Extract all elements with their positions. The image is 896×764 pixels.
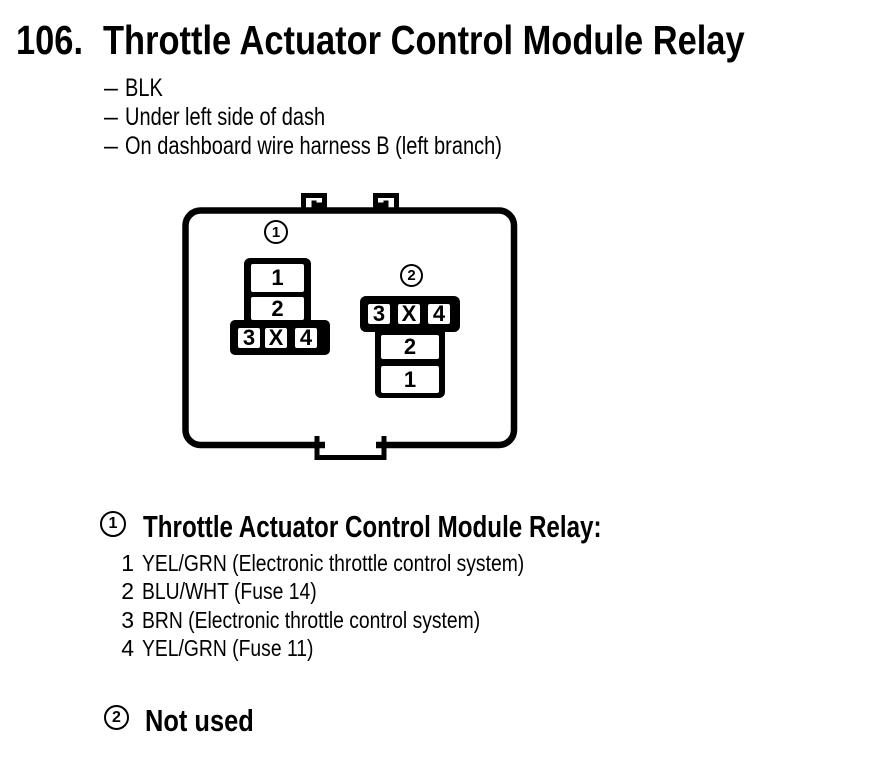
pin-number: 1 (121, 550, 134, 576)
legend-callout-1-number: 1 (108, 515, 118, 532)
legend-pin-row-3 (118, 607, 545, 634)
connector1-pin3-cell: 3 (238, 328, 260, 348)
dash-bullet: – (104, 132, 118, 160)
pin-number: 2 (121, 578, 134, 604)
connector2-pin4-cell: 4 (428, 304, 450, 324)
connector2-pin3-cell: 3 (368, 304, 390, 324)
connector1-pin-row (230, 320, 330, 355)
pin-description: BLU/WHT (Fuse 14) (142, 578, 317, 604)
pin-number: 3 (121, 607, 134, 633)
legend-callout-1-badge (100, 511, 126, 537)
connector1-pin2-cell: 2 (251, 297, 304, 320)
callout-2-badge (400, 264, 423, 287)
legend-section2-title: Not used (145, 703, 254, 738)
legend-section1-title: Throttle Actuator Control Module Relay: (143, 509, 602, 544)
connector1-pin1-cell: 1 (251, 264, 304, 292)
pin-description: YEL/GRN (Electronic throttle control system) (142, 550, 525, 576)
connector2-pin1-cell: 1 (381, 366, 439, 393)
callout-1-badge (264, 220, 288, 244)
connector1-pin4-cell: 4 (295, 328, 317, 348)
property-text: BLK (125, 74, 163, 102)
connector2-cavity-stack (375, 331, 445, 398)
connector1-pinX-cell: X (265, 328, 287, 348)
connector1-cavity-stack (244, 258, 311, 320)
pin-description: BRN (Electronic throttle control system) (142, 607, 481, 633)
property-text: Under left side of dash (125, 103, 326, 131)
item-number: 106. (16, 17, 84, 63)
legend-callout-2-badge (104, 705, 129, 730)
legend-pin-row-2 (118, 578, 350, 605)
legend-pin-row-1 (118, 550, 597, 577)
page-title: Throttle Actuator Control Module Relay (103, 17, 745, 63)
pin-description: YEL/GRN (Fuse 11) (142, 635, 314, 661)
callout-1-number: 1 (271, 223, 281, 241)
dash-bullet: – (104, 74, 118, 102)
connector2-pinX-cell: X (398, 304, 420, 324)
dash-bullet: – (104, 103, 118, 131)
connector2-pin2-cell: 2 (381, 335, 439, 359)
relay-body-outline-icon (170, 185, 530, 475)
callout-2-number: 2 (407, 267, 416, 284)
pin-number: 4 (121, 635, 134, 661)
legend-pin-row-4 (118, 635, 346, 662)
property-text: On dashboard wire harness B (left branch) (125, 132, 502, 160)
legend-callout-2-number: 2 (112, 708, 121, 726)
connector2-pin-row (360, 296, 460, 332)
